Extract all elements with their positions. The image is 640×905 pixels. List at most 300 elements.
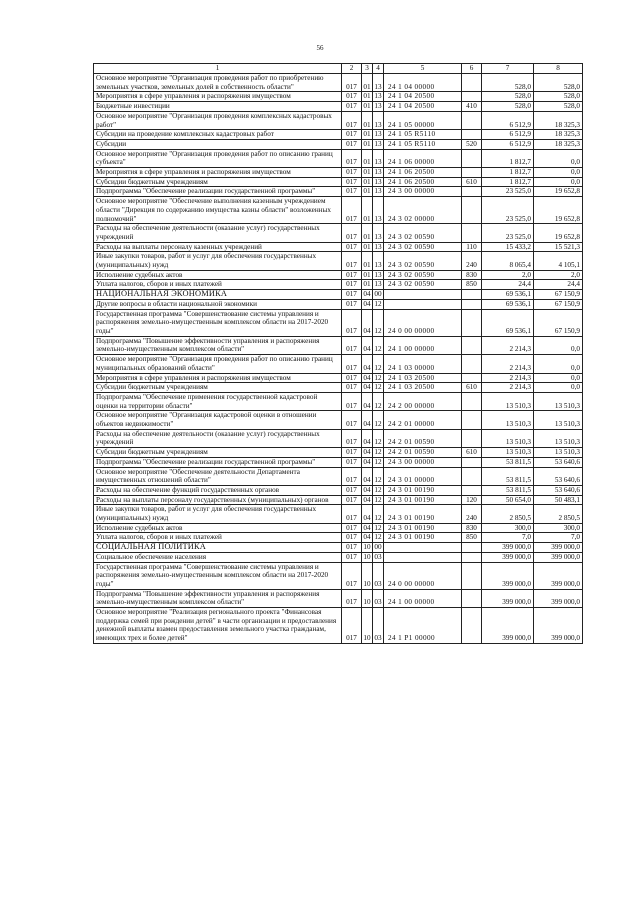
cell-subsection: 13 (373, 252, 384, 270)
cell-section: 10 (363, 552, 371, 561)
table-row (94, 149, 583, 167)
cell-vr (462, 552, 482, 562)
cell-ministry: 017 (342, 467, 362, 485)
cell-name: Социальное обеспечение населения (94, 552, 342, 562)
cell-sum1: 2 214,3 (482, 383, 534, 393)
cell-csr: 24 0 00 00000 (384, 309, 462, 336)
cell-vr (462, 411, 482, 429)
cell-name: Подпрограмма "Обеспечение применения государственной кадастровой оценки на территории области" (94, 392, 342, 410)
cell-ministry: 017 (342, 411, 362, 429)
cell-sum1: 399 000,0 (482, 543, 534, 553)
cell-section: 04 (363, 523, 371, 532)
table-row (94, 505, 583, 523)
cell-csr: 24 1 03 00000 (384, 355, 462, 373)
cell-name: Субсидии бюджетным учреждениям (94, 383, 342, 393)
cell-subsection: 00 (374, 290, 382, 299)
cell-subsection: 03 (373, 608, 384, 644)
cell-section: 01 (363, 92, 371, 101)
cell-vr (462, 429, 482, 447)
cell-subsection: 12 (373, 355, 384, 373)
table-row (94, 139, 583, 149)
cell-sum1: 1 812,7 (482, 168, 534, 178)
table-row (94, 290, 583, 300)
table-row (94, 533, 583, 543)
cell-section: 01 (362, 111, 373, 129)
cell-subsection: 13 (373, 224, 384, 242)
cell-vr: 410 (462, 102, 482, 112)
cell-section: 04 (363, 299, 371, 308)
cell-section: 01 (363, 130, 371, 139)
cell-sum1: 2 850,5 (482, 505, 534, 523)
cell-section: 01 (363, 177, 371, 186)
cell-vr: 610 (462, 383, 482, 393)
cell-section: 01 (363, 280, 371, 289)
cell-subsection: 13 (374, 139, 382, 148)
cell-sum1: 6 512,9 (482, 130, 534, 140)
cell-sum2: 7,0 (534, 533, 583, 543)
cell-section: 04 (363, 290, 371, 299)
cell-ministry: 017 (342, 102, 362, 112)
column-header-sum2: 8 (534, 64, 583, 74)
cell-vr (462, 392, 482, 410)
cell-subsection: 12 (374, 485, 382, 494)
cell-subsection: 13 (374, 102, 382, 111)
cell-csr: 24 3 02 00590 (384, 252, 462, 270)
cell-section: 04 (362, 467, 373, 485)
cell-sum2: 18 325,3 (534, 139, 583, 149)
cell-section: 01 (363, 242, 371, 251)
cell-ministry: 017 (342, 485, 362, 495)
cell-ministry: 017 (342, 523, 362, 533)
cell-ministry: 017 (342, 242, 362, 252)
cell-sum2: 19 652,8 (534, 197, 583, 224)
cell-ministry: 017 (342, 197, 362, 224)
table-row (94, 608, 583, 644)
cell-section: 04 (363, 457, 371, 466)
cell-sum1: 528,0 (482, 74, 534, 92)
cell-section: 04 (363, 495, 371, 504)
cell-ministry: 017 (342, 457, 362, 467)
cell-subsection: 13 (374, 187, 382, 196)
cell-vr (462, 485, 482, 495)
cell-name: Основное мероприятие "Обеспечение выполнения казенным учреждением области "Дирекция по содержанию имущества казны области" возложенных полномочий" (94, 197, 342, 224)
cell-sum1: 399 000,0 (482, 552, 534, 562)
cell-ministry: 017 (342, 270, 362, 280)
cell-csr (384, 543, 462, 553)
cell-vr (462, 74, 482, 92)
cell-name: Основное мероприятие "Реализация регионального проекта "Финансовая поддержка семей при рождении детей" в части организации и предоставления денежной выплаты взамен предоставления земельного участка гражданам, имеющих трех и более детей" (94, 608, 342, 644)
page-number: 56 (316, 44, 324, 52)
table-row (94, 383, 583, 393)
cell-sum1: 2 214,3 (482, 373, 534, 383)
cell-sum1: 1 812,7 (482, 177, 534, 187)
cell-sum1: 2 214,3 (482, 355, 534, 373)
cell-ministry: 017 (342, 336, 362, 354)
cell-sum2: 19 652,8 (534, 224, 583, 242)
cell-sum1: 7,0 (482, 533, 534, 543)
cell-section: 04 (362, 411, 373, 429)
cell-sum2: 2,0 (534, 270, 583, 280)
column-header-csr: 5 (384, 64, 462, 74)
cell-vr: 830 (462, 523, 482, 533)
cell-csr (384, 290, 462, 300)
cell-subsection: 03 (374, 552, 382, 561)
cell-sum2: 399 000,0 (534, 608, 583, 644)
cell-csr: 24 1 06 20500 (384, 177, 462, 187)
table-row (94, 336, 583, 354)
cell-csr: 24 1 00 00000 (384, 589, 462, 607)
cell-ministry: 017 (342, 392, 362, 410)
cell-name: Субсидии бюджетным учреждениям (94, 177, 342, 187)
cell-ministry: 017 (342, 280, 362, 290)
cell-name: Основное мероприятие "Организация проведения комплексных кадастровых работ" (94, 111, 342, 129)
cell-section: 01 (363, 102, 371, 111)
cell-section: 10 (362, 608, 373, 644)
table-row (94, 448, 583, 458)
cell-ministry: 017 (342, 373, 362, 383)
cell-section: 04 (362, 309, 373, 336)
cell-section: 01 (363, 168, 371, 177)
cell-subsection: 12 (373, 392, 384, 410)
table-row (94, 429, 583, 447)
cell-sum2: 19 652,8 (534, 187, 583, 197)
cell-csr: 24 1 06 00000 (384, 149, 462, 167)
cell-ministry: 017 (342, 299, 362, 309)
cell-vr: 610 (462, 448, 482, 458)
cell-sum2: 67 150,9 (534, 299, 583, 309)
table-row (94, 589, 583, 607)
cell-sum2: 18 325,3 (534, 111, 583, 129)
cell-subsection: 12 (374, 299, 382, 308)
cell-csr: 24 1 03 20500 (384, 383, 462, 393)
cell-sum1: 399 000,0 (482, 562, 534, 589)
cell-subsection: 13 (373, 74, 384, 92)
cell-csr: 24 1 P1 00000 (384, 608, 462, 644)
cell-name: Уплата налогов, сборов и иных платежей (94, 280, 342, 290)
cell-sum1: 15 433,2 (482, 242, 534, 252)
cell-subsection: 12 (374, 523, 382, 532)
cell-sum1: 23 525,0 (482, 187, 534, 197)
cell-csr: 24 3 02 00590 (384, 270, 462, 280)
cell-sum1: 69 536,1 (482, 290, 534, 300)
column-header-section: 3 (362, 64, 373, 74)
cell-sum2: 399 000,0 (534, 552, 583, 562)
cell-sum2: 67 150,9 (534, 309, 583, 336)
cell-vr: 120 (462, 495, 482, 505)
cell-name: Расходы на выплаты персоналу государственных (муниципальных) органов (94, 495, 342, 505)
column-header-ministry: 2 (342, 64, 362, 74)
column-header-subsection: 4 (373, 64, 384, 74)
cell-ministry: 017 (342, 74, 362, 92)
cell-vr: 850 (462, 533, 482, 543)
table-row (94, 552, 583, 562)
cell-csr: 24 3 02 00590 (384, 280, 462, 290)
cell-vr (462, 589, 482, 607)
cell-ministry: 017 (342, 309, 362, 336)
cell-subsection: 12 (374, 373, 382, 382)
cell-sum2: 399 000,0 (534, 543, 583, 553)
cell-sum1: 300,0 (482, 523, 534, 533)
cell-csr: 24 3 02 00000 (384, 197, 462, 224)
cell-section: 04 (362, 505, 373, 523)
cell-subsection: 12 (374, 495, 382, 504)
cell-csr: 24 2 01 00590 (384, 429, 462, 447)
cell-ministry: 017 (342, 187, 362, 197)
cell-section: 04 (363, 448, 371, 457)
cell-ministry: 017 (342, 168, 362, 178)
cell-csr: 24 3 00 00000 (384, 187, 462, 197)
table-row (94, 177, 583, 187)
table-row (94, 355, 583, 373)
cell-ministry: 017 (342, 355, 362, 373)
cell-vr: 240 (462, 252, 482, 270)
cell-ministry: 017 (342, 130, 362, 140)
cell-csr: 24 1 05 00000 (384, 111, 462, 129)
table-row (94, 543, 583, 553)
table-row (94, 309, 583, 336)
cell-csr: 24 1 05 R5110 (384, 130, 462, 140)
cell-csr: 24 1 05 R5110 (384, 139, 462, 149)
table-row (94, 74, 583, 92)
cell-vr (462, 299, 482, 309)
cell-sum2: 53 640,6 (534, 467, 583, 485)
table-row (94, 411, 583, 429)
cell-sum2: 528,0 (534, 102, 583, 112)
table-row (94, 392, 583, 410)
cell-sum2: 24,4 (534, 280, 583, 290)
cell-sum1: 528,0 (482, 102, 534, 112)
cell-vr (462, 187, 482, 197)
cell-ministry: 017 (342, 495, 362, 505)
cell-name: Исполнение судебных актов (94, 270, 342, 280)
cell-ministry: 017 (342, 552, 362, 562)
cell-sum2: 0,0 (534, 149, 583, 167)
cell-subsection: 00 (374, 543, 382, 552)
cell-section: 04 (363, 533, 371, 542)
cell-section: 01 (362, 149, 373, 167)
cell-sum2: 18 325,3 (534, 130, 583, 140)
cell-vr (462, 197, 482, 224)
cell-csr: 24 0 00 00000 (384, 562, 462, 589)
cell-section: 01 (362, 197, 373, 224)
cell-csr: 24 1 04 20500 (384, 92, 462, 102)
cell-name: Основное мероприятие "Организация проведения работ по приобретению земельных участков, земельных долей в собственность области" (94, 74, 342, 92)
cell-sum1: 399 000,0 (482, 589, 534, 607)
cell-sum1: 6 512,9 (482, 111, 534, 129)
cell-section: 01 (363, 270, 371, 279)
cell-vr: 240 (462, 505, 482, 523)
cell-subsection: 12 (373, 309, 384, 336)
cell-sum2: 13 510,3 (534, 392, 583, 410)
cell-section: 04 (363, 383, 371, 392)
cell-sum1: 53 811,5 (482, 485, 534, 495)
cell-name: Мероприятия в сфере управления и распоряжения имуществом (94, 168, 342, 178)
column-header-sum1: 7 (482, 64, 534, 74)
table-row (94, 485, 583, 495)
cell-sum1: 24,4 (482, 280, 534, 290)
cell-csr: 24 2 01 00590 (384, 448, 462, 458)
table-row (94, 467, 583, 485)
cell-subsection: 13 (373, 149, 384, 167)
cell-name: Основное мероприятие "Организация проведения работ по описанию границ субъекта" (94, 149, 342, 167)
cell-csr: 24 3 01 00190 (384, 505, 462, 523)
cell-vr (462, 562, 482, 589)
cell-vr (462, 149, 482, 167)
cell-name: Субсидии на проведение комплексных кадастровых работ (94, 130, 342, 140)
cell-name: Подпрограмма "Обеспечение реализации государственной программы" (94, 457, 342, 467)
cell-subsection: 13 (374, 177, 382, 186)
cell-name: Бюджетные инвестиции (94, 102, 342, 112)
cell-vr (462, 224, 482, 242)
cell-sum2: 399 000,0 (534, 589, 583, 607)
cell-subsection: 12 (373, 336, 384, 354)
cell-csr: 24 2 01 00000 (384, 411, 462, 429)
cell-subsection: 13 (373, 197, 384, 224)
cell-vr (462, 467, 482, 485)
cell-sum1: 69 536,1 (482, 299, 534, 309)
cell-name: Подпрограмма "Обеспечение реализации государственной программы" (94, 187, 342, 197)
column-header-vr: 6 (462, 64, 482, 74)
cell-sum2: 399 000,0 (534, 562, 583, 589)
cell-sum1: 8 065,4 (482, 252, 534, 270)
cell-vr: 520 (462, 139, 482, 149)
cell-subsection: 12 (374, 457, 382, 466)
table-row (94, 299, 583, 309)
table-row (94, 495, 583, 505)
cell-sum1: 528,0 (482, 92, 534, 102)
cell-subsection: 13 (374, 168, 382, 177)
cell-csr: 24 3 01 00190 (384, 523, 462, 533)
cell-subsection: 03 (373, 589, 384, 607)
cell-vr (462, 111, 482, 129)
cell-sum2: 67 150,9 (534, 290, 583, 300)
cell-subsection: 12 (373, 505, 384, 523)
cell-name: НАЦИОНАЛЬНАЯ ЭКОНОМИКА (94, 290, 342, 300)
cell-ministry: 017 (342, 505, 362, 523)
cell-vr: 830 (462, 270, 482, 280)
cell-ministry: 017 (342, 562, 362, 589)
cell-sum1: 23 525,0 (482, 224, 534, 242)
cell-csr: 24 3 01 00000 (384, 467, 462, 485)
cell-sum1: 2,0 (482, 270, 534, 280)
cell-name: Субсидии (94, 139, 342, 149)
cell-section: 01 (363, 187, 371, 196)
cell-sum2: 2 850,5 (534, 505, 583, 523)
cell-ministry: 017 (342, 92, 362, 102)
cell-sum1: 53 811,5 (482, 457, 534, 467)
column-header-name: 1 (94, 64, 342, 74)
cell-ministry: 017 (342, 224, 362, 242)
cell-csr: 24 1 04 00000 (384, 74, 462, 92)
cell-ministry: 017 (342, 290, 362, 300)
cell-section: 01 (362, 224, 373, 242)
cell-vr (462, 336, 482, 354)
cell-section: 04 (363, 373, 371, 382)
cell-csr: 24 3 01 00190 (384, 495, 462, 505)
cell-sum2: 53 640,6 (534, 485, 583, 495)
table-row (94, 111, 583, 129)
cell-csr (384, 552, 462, 562)
cell-ministry: 017 (342, 139, 362, 149)
cell-ministry: 017 (342, 177, 362, 187)
table-row (94, 280, 583, 290)
table-header-row (94, 64, 583, 74)
cell-subsection: 13 (374, 92, 382, 101)
cell-csr: 24 1 03 20500 (384, 373, 462, 383)
cell-sum2: 528,0 (534, 92, 583, 102)
cell-section: 10 (362, 589, 373, 607)
cell-sum2: 0,0 (534, 177, 583, 187)
table-row (94, 92, 583, 102)
cell-section: 04 (362, 336, 373, 354)
table-row (94, 187, 583, 197)
cell-subsection: 12 (374, 448, 382, 457)
cell-name: Мероприятия в сфере управления и распоряжения имуществом (94, 373, 342, 383)
cell-vr (462, 457, 482, 467)
cell-csr: 24 1 04 20500 (384, 102, 462, 112)
cell-sum1: 1 812,7 (482, 149, 534, 167)
cell-vr (462, 355, 482, 373)
cell-csr: 24 3 02 00590 (384, 224, 462, 242)
cell-name: Иные закупки товаров, работ и услуг для обеспечения государственных (муниципальных) нужд (94, 505, 342, 523)
table-row (94, 373, 583, 383)
cell-subsection: 12 (373, 467, 384, 485)
cell-ministry: 017 (342, 111, 362, 129)
cell-sum1: 399 000,0 (482, 608, 534, 644)
cell-sum2: 50 483,1 (534, 495, 583, 505)
cell-name: Основное мероприятие "Организация кадастровой оценки в отношении объектов недвижимости" (94, 411, 342, 429)
budget-table (93, 63, 583, 644)
cell-section: 10 (362, 562, 373, 589)
cell-sum1: 13 510,3 (482, 411, 534, 429)
cell-sum2: 4 105,1 (534, 252, 583, 270)
cell-vr (462, 373, 482, 383)
cell-name: Расходы на обеспечение деятельности (оказание услуг) государственных учреждений (94, 224, 342, 242)
cell-ministry: 017 (342, 543, 362, 553)
cell-ministry: 017 (342, 383, 362, 393)
cell-name: Основное мероприятие "Организация проведения работ по описанию границ муниципальных образований области" (94, 355, 342, 373)
cell-sum2: 15 521,3 (534, 242, 583, 252)
cell-ministry: 017 (342, 589, 362, 607)
cell-section: 04 (362, 355, 373, 373)
table-row (94, 270, 583, 280)
cell-section: 01 (362, 74, 373, 92)
cell-name: Расходы на выплаты персоналу казенных учреждений (94, 242, 342, 252)
cell-sum2: 528,0 (534, 74, 583, 92)
cell-vr (462, 309, 482, 336)
cell-section: 04 (363, 485, 371, 494)
table-row (94, 197, 583, 224)
table-row (94, 562, 583, 589)
cell-vr (462, 130, 482, 140)
cell-csr: 24 3 00 00000 (384, 457, 462, 467)
table-row (94, 224, 583, 242)
cell-vr: 110 (462, 242, 482, 252)
cell-name: Субсидии бюджетным учреждениям (94, 448, 342, 458)
cell-sum2: 0,0 (534, 355, 583, 373)
cell-name: Расходы на обеспечение функций государственных органов (94, 485, 342, 495)
cell-ministry: 017 (342, 429, 362, 447)
table-row (94, 242, 583, 252)
cell-name: Иные закупки товаров, работ и услуг для обеспечения государственных (муниципальных) нужд (94, 252, 342, 270)
cell-sum1: 69 536,1 (482, 309, 534, 336)
cell-sum2: 13 510,3 (534, 411, 583, 429)
cell-csr (384, 299, 462, 309)
cell-subsection: 13 (374, 280, 382, 289)
cell-ministry: 017 (342, 533, 362, 543)
cell-vr: 850 (462, 280, 482, 290)
cell-sum1: 23 525,0 (482, 197, 534, 224)
